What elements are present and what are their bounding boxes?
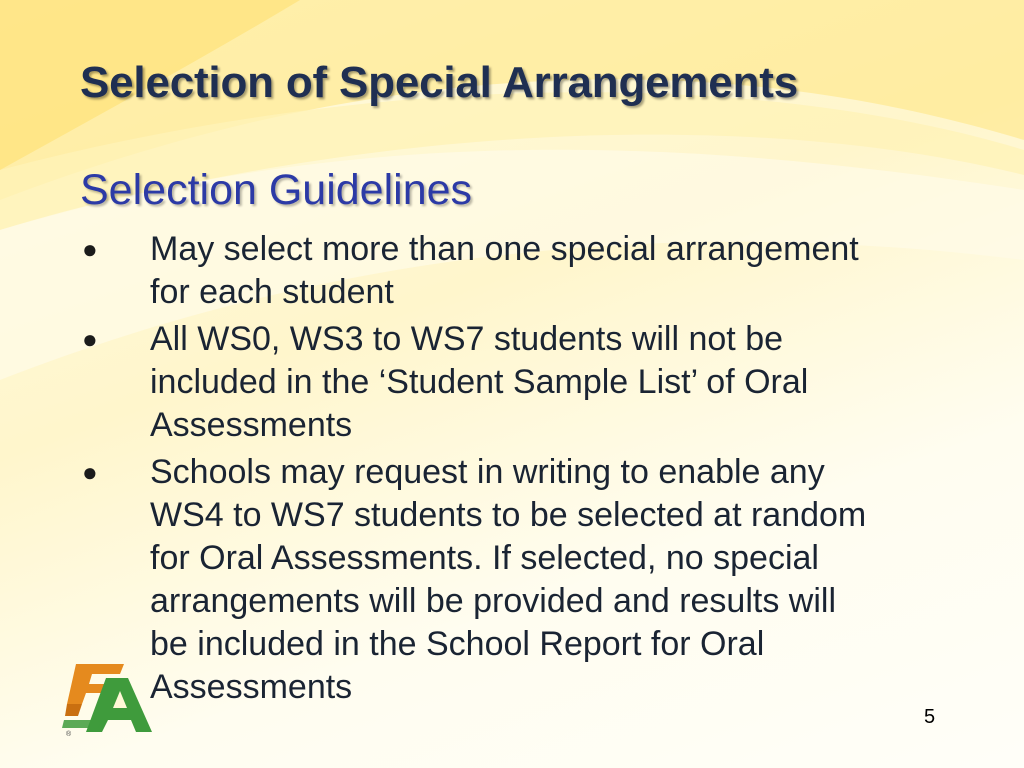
section-subtitle: Selection Guidelines xyxy=(80,166,473,214)
hkeaa-logo-icon xyxy=(62,658,162,738)
bullet-item xyxy=(80,318,1010,447)
bullet-line: Schools may request in writing to enable any xyxy=(150,453,825,491)
bullet-line: All WS0, WS3 to WS7 students will not be xyxy=(150,320,784,358)
bullet-line: WS4 to WS7 students to be selected at random xyxy=(150,496,867,534)
bullet-item xyxy=(80,451,1010,709)
page-number: 5 xyxy=(924,706,936,728)
bullet-text xyxy=(150,318,808,447)
bullet-marker: ● xyxy=(82,324,98,354)
bullet-line: arrangements will be provided and results will xyxy=(150,582,836,620)
slide-title: Selection of Special Arrangements xyxy=(80,58,798,107)
bullet-text xyxy=(150,451,866,709)
bullet-line: Assessments xyxy=(150,406,353,444)
bullet-line: included in the ‘Student Sample List’ of Oral xyxy=(150,363,809,401)
bullet-marker: ● xyxy=(82,234,98,264)
registered-mark: ® xyxy=(66,731,72,738)
bullet-list xyxy=(80,228,1010,713)
bullet-text xyxy=(150,228,859,314)
bullet-line: for each student xyxy=(150,273,394,311)
bullet-line: for Oral Assessments. If selected, no special xyxy=(150,539,819,577)
bullet-marker: ● xyxy=(82,457,98,487)
bullet-item xyxy=(80,228,1010,314)
bullet-line: May select more than one special arrangement xyxy=(150,230,859,268)
bullet-line: Assessments xyxy=(150,668,353,706)
bullet-line: be included in the School Report for Oral xyxy=(150,625,765,663)
